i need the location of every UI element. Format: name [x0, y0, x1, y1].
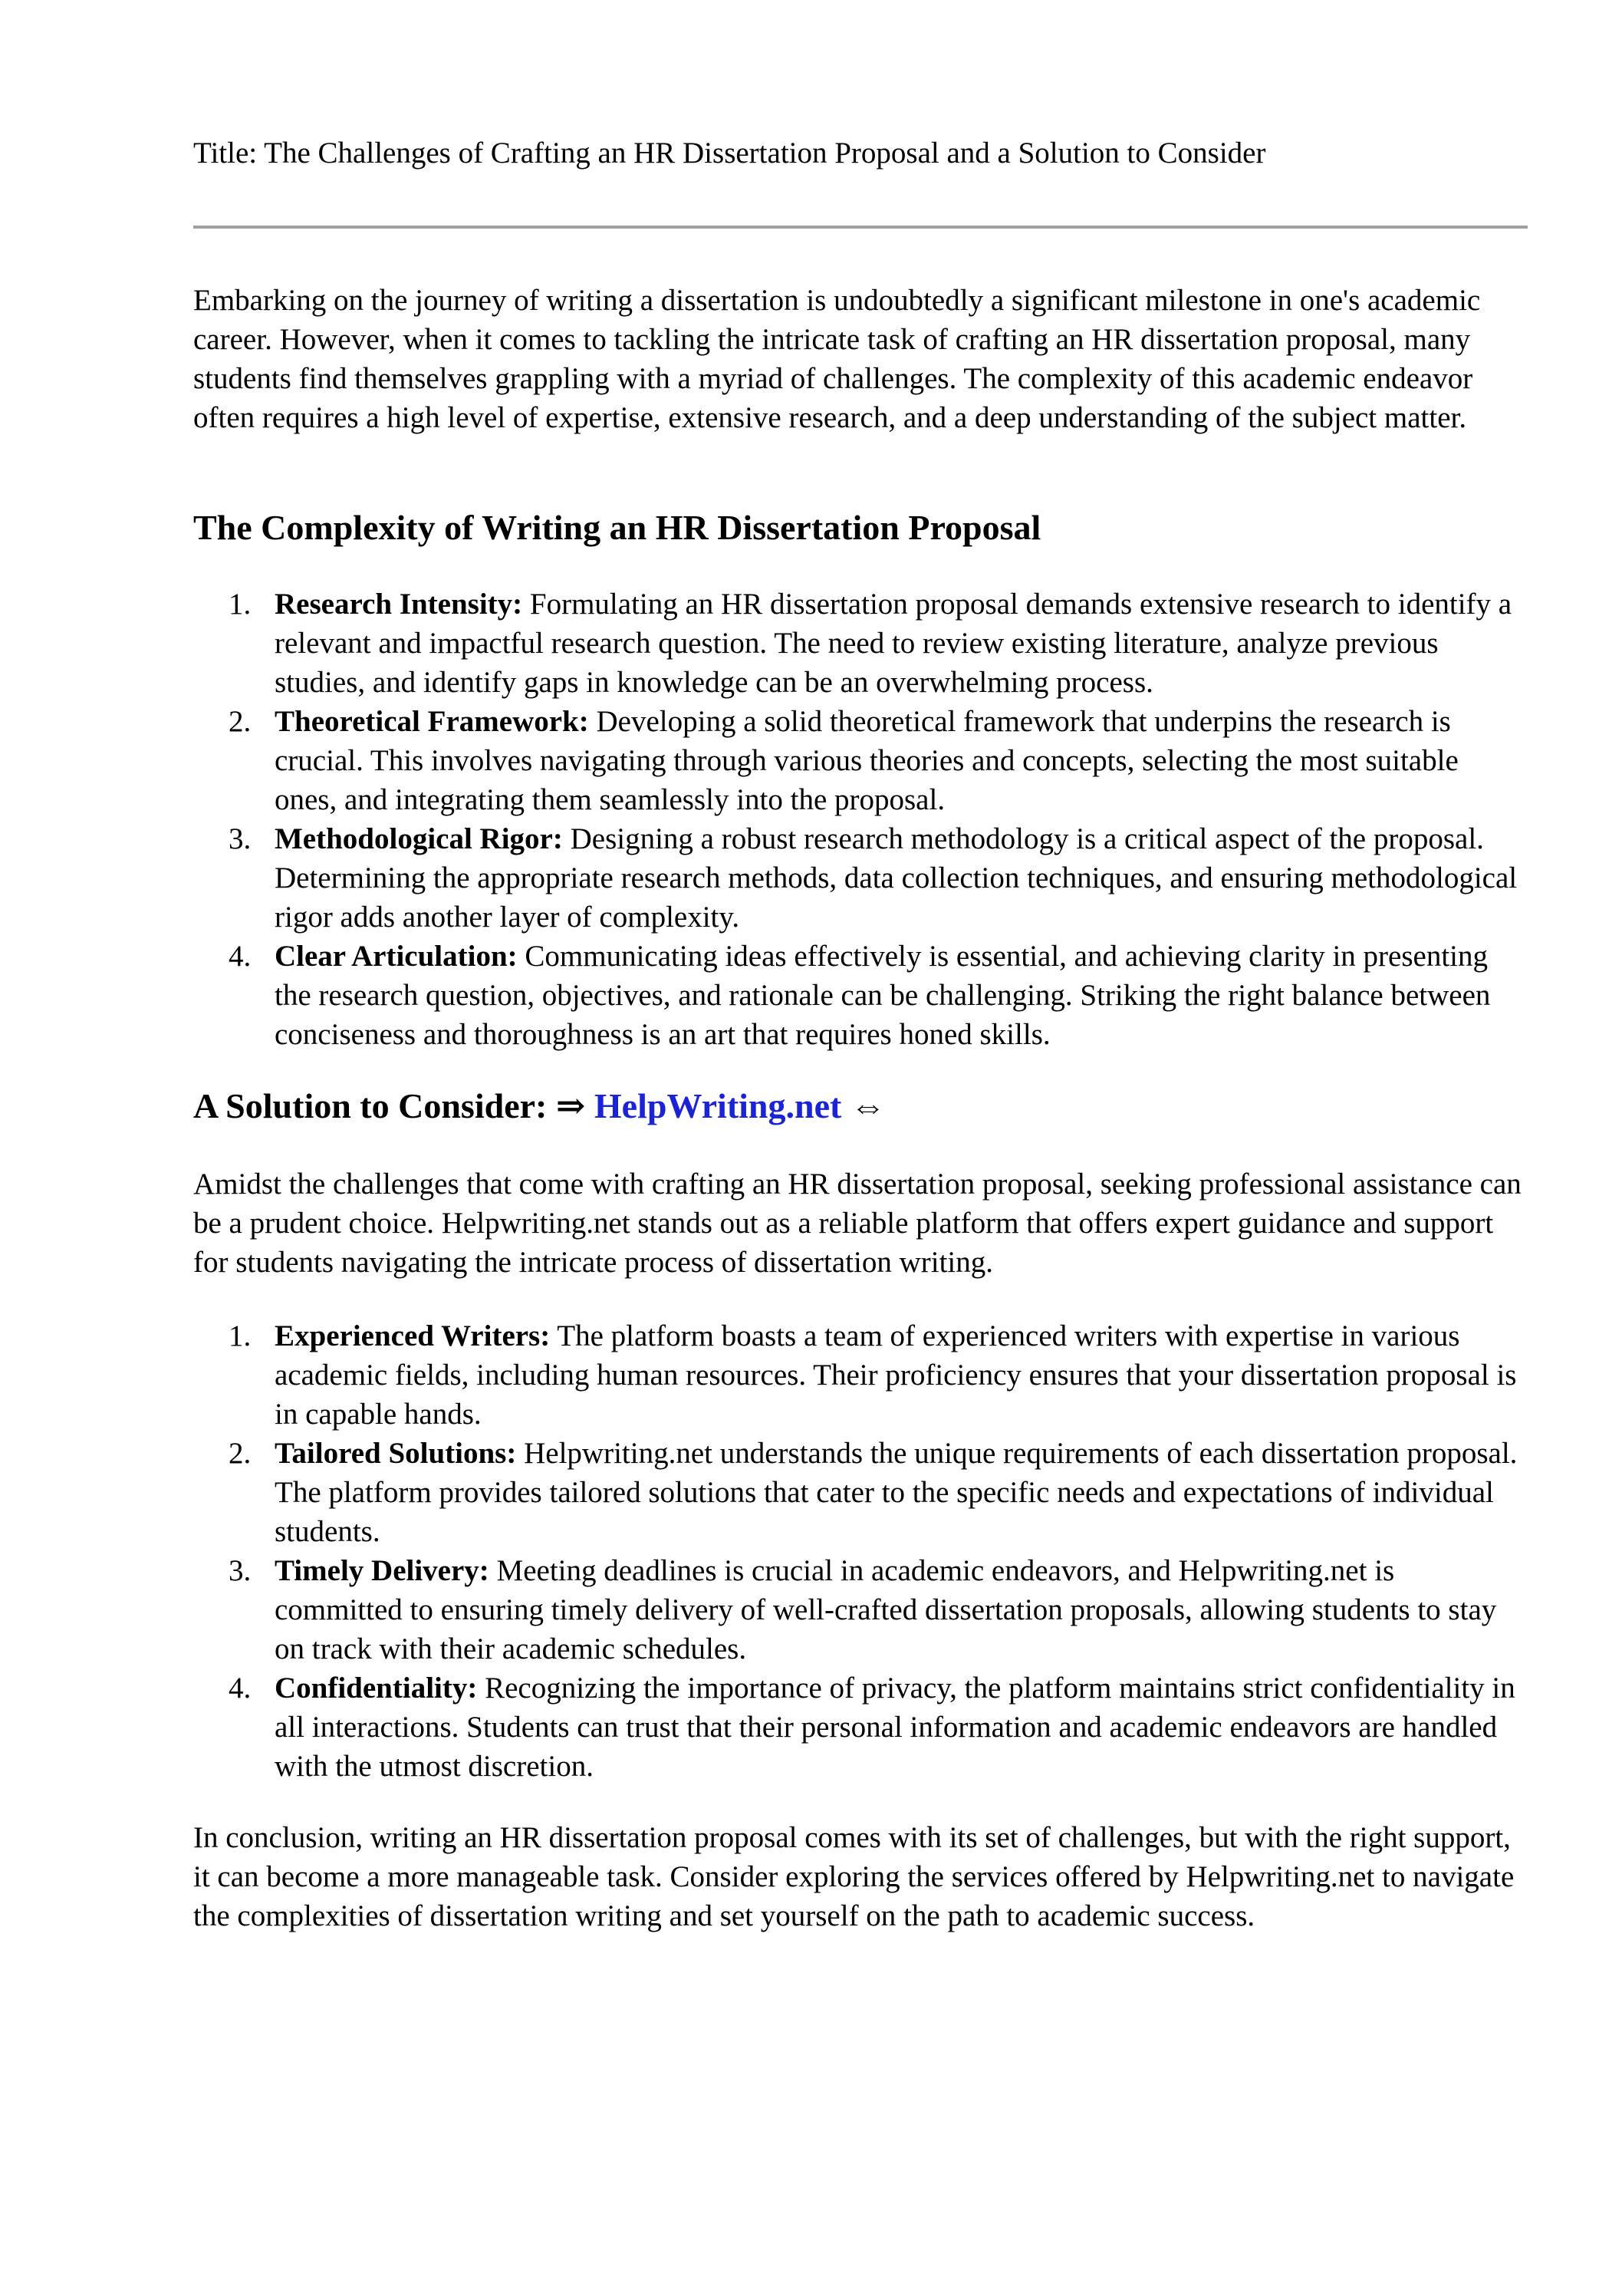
solution-heading-prefix: A Solution to Consider: — [193, 1086, 548, 1125]
list-item-number: 4. — [229, 1672, 252, 1705]
list-item-text: Developing a solid theoretical framework that underpins the research is crucial. This involves navigating through various theories and concepts, selecting the most suitable ones, and integrating them seamlessly into the proposal. — [275, 705, 1459, 816]
list-item-term: Clear Articulation: — [275, 940, 518, 973]
horizontal-divider — [193, 226, 1528, 229]
list-item-number: 1. — [229, 1319, 252, 1352]
list-item-text: Formulating an HR dissertation proposal demands extensive research to identify a relevant and impactful research question. The need to review existing literature, analyze previous studies, and identify gaps in knowledge can be an overwhelming process. — [275, 588, 1512, 699]
intro-paragraph: Embarking on the journey of writing a dissertation is undoubtedly a significant milestone in one's academic career. However, when it comes to tackling the intricate task of crafting an HR dissertation proposal, many students find themselves grappling with a myriad of challenges. The complexity of this academic endeavor often requires a high level of expertise, extensive research, and a deep understanding of the subject matter. — [193, 284, 1481, 434]
solution-paragraph: Amidst the challenges that come with crafting an HR dissertation proposal, seeking professional assistance can be a prudent choice. Helpwriting.net stands out as a reliable platform that offers expert guidance and support for students navigating the intricate process of dissertation writing. — [193, 1168, 1522, 1279]
list-item — [193, 819, 1528, 937]
list-item-number: 2. — [229, 705, 252, 738]
document-title: Title: The Challenges of Crafting an HR Dissertation Proposal and a Solution to Consider — [193, 137, 1266, 170]
conclusion-paragraph: In conclusion, writing an HR dissertation proposal comes with its set of challenges, but with the right support, it can become a more manageable task. Consider exploring the services offered by Helpwriting.net to navigate the complexities of dissertation writing and set yourself on the path to academic success. — [193, 1821, 1515, 1932]
list-item-term: Confidentiality: — [275, 1672, 478, 1705]
list-item — [193, 1434, 1528, 1551]
list-item-text: Helpwriting.net understands the unique requirements of each dissertation proposal. The platform provides tailored solutions that cater to the specific needs and expectations of individual students. — [275, 1437, 1518, 1548]
section-heading-complexity: The Complexity of Writing an HR Dissertation Proposal — [193, 508, 1041, 547]
list-item-term: Theoretical Framework: — [275, 705, 589, 738]
list-item-text: Recognizing the importance of privacy, the platform maintains strict confidentiality in all interactions. Students can trust that their personal information and academic endeavors are handled with the utmost discretion. — [275, 1672, 1515, 1783]
list-item-number: 4. — [229, 940, 252, 973]
list-item-term: Timely Delivery: — [275, 1554, 489, 1587]
double-arrow-icon: ⇔ — [850, 1086, 886, 1125]
list-item-term: Research Intensity: — [275, 588, 523, 621]
list-item — [193, 1668, 1528, 1786]
list-item — [193, 1551, 1528, 1668]
list-item-term: Experienced Writers: — [275, 1319, 551, 1352]
list-item-text: Meeting deadlines is crucial in academic endeavors, and Helpwriting.net is committed to ensuring timely delivery of well-crafted dissertation proposals, allowing students to stay on track with their academic schedules. — [275, 1554, 1497, 1665]
list-item-number: 3. — [229, 822, 252, 855]
list-item-number: 1. — [229, 588, 252, 621]
section-heading-solution — [193, 1085, 886, 1128]
challenges-list — [193, 585, 1528, 1054]
list-item — [193, 1316, 1528, 1434]
list-item-term: Methodological Rigor: — [275, 822, 563, 855]
helpwriting-link[interactable]: HelpWriting.net — [594, 1086, 842, 1125]
list-item-term: Tailored Solutions: — [275, 1437, 517, 1470]
list-item — [193, 702, 1528, 819]
list-item — [193, 585, 1528, 702]
list-item-number: 3. — [229, 1554, 252, 1587]
list-item — [193, 937, 1528, 1054]
benefits-list — [193, 1316, 1528, 1786]
list-item-text: Communicating ideas effectively is essential, and achieving clarity in presenting the research question, objectives, and rationale can be challenging. Striking the right balance between conciseness and thoroughness is an art that requires honed skills. — [275, 940, 1491, 1051]
list-item-text: The platform boasts a team of experienced writers with expertise in various academic fields, including human resources. Their proficiency ensures that your dissertation proposal is in capable hands. — [275, 1319, 1517, 1431]
list-item-number: 2. — [229, 1437, 252, 1470]
right-arrow-icon: ⇒ — [555, 1086, 586, 1125]
list-item-text: Designing a robust research methodology is a critical aspect of the proposal. Determining the appropriate research methods, data collection techniques, and ensuring methodological rigor adds another layer of complexity. — [275, 822, 1518, 934]
